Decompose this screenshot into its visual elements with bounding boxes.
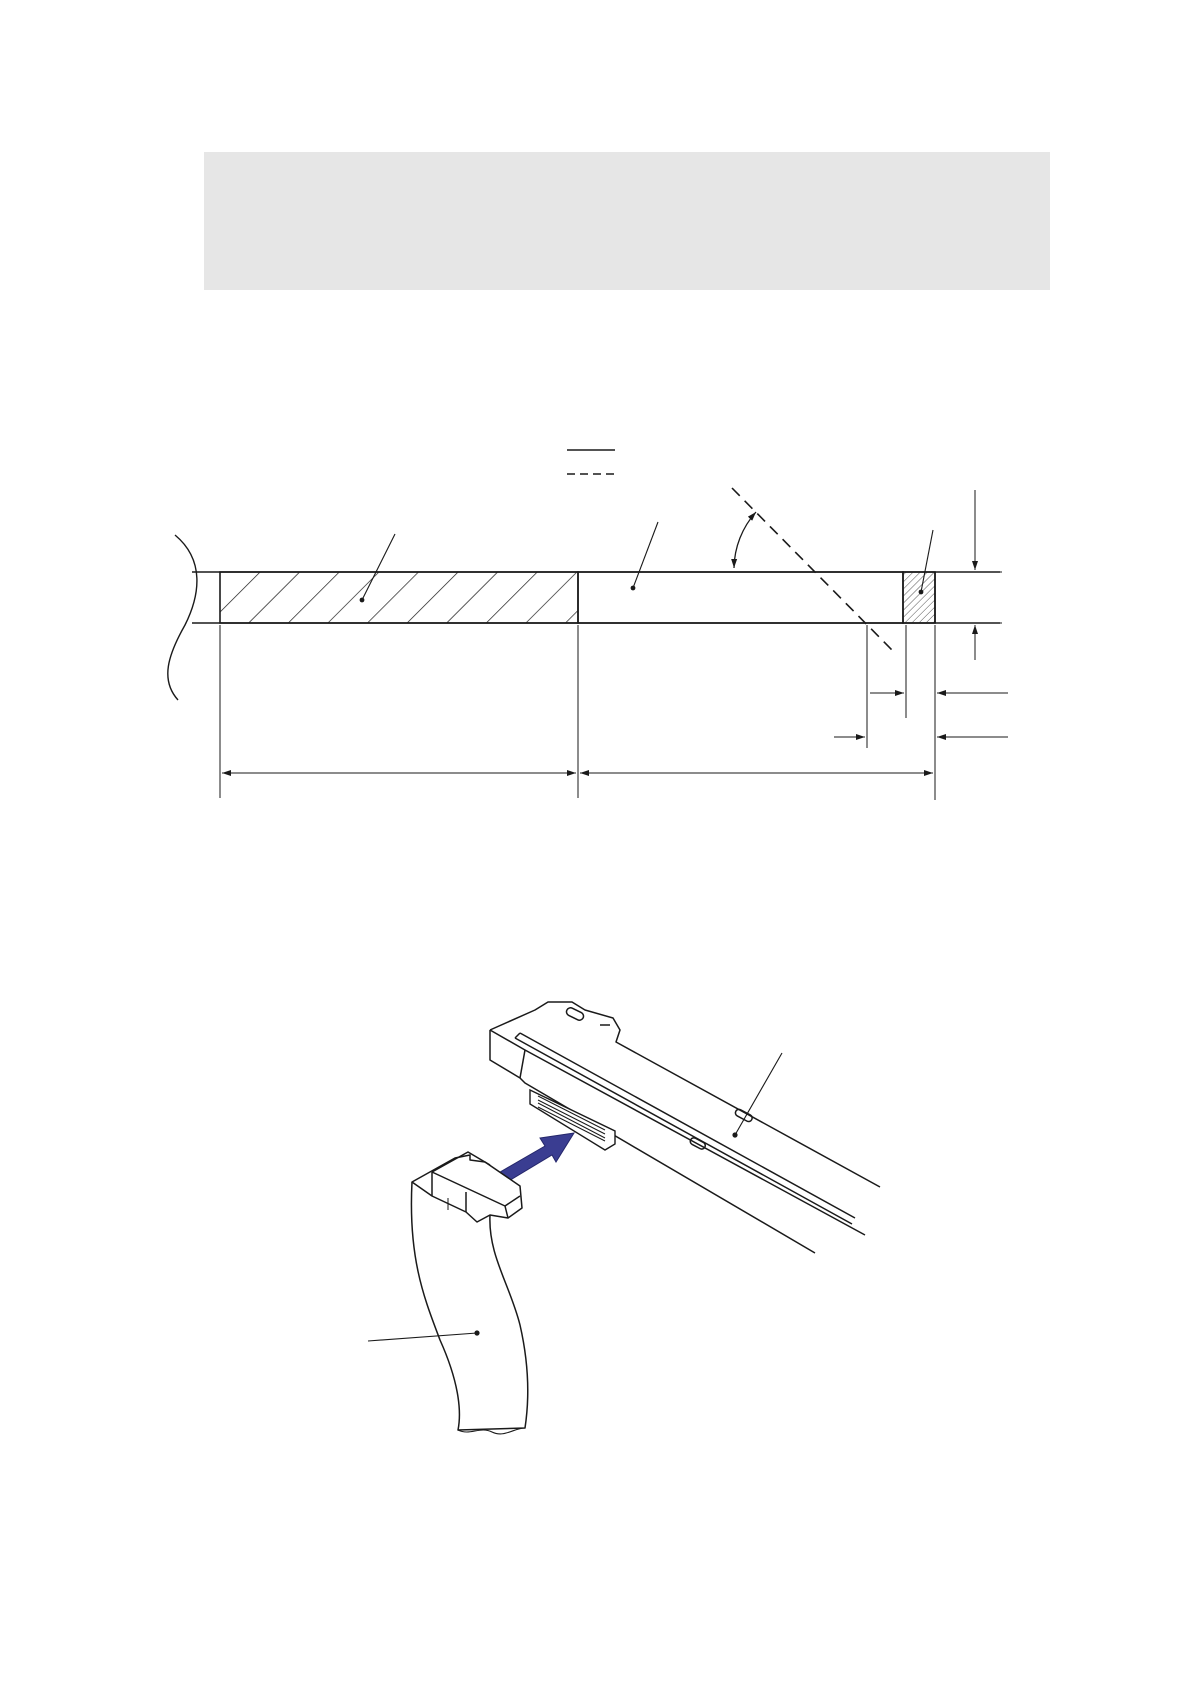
- length-dimensions: [220, 625, 933, 798]
- cable-install-illustration: [330, 990, 910, 1440]
- cable-cut-diagram: [0, 430, 1050, 810]
- tip-dimensions: [834, 625, 1008, 800]
- scanner-bar: [490, 1002, 880, 1253]
- flat-cable: [411, 1152, 527, 1434]
- exposed-section: [578, 572, 903, 623]
- insulated-section: [220, 572, 578, 623]
- angle-arc: [734, 512, 756, 568]
- note-box: [204, 152, 1050, 290]
- cable-strip: [192, 572, 1000, 623]
- thickness-dimension: [940, 490, 1002, 660]
- reinforced-tip: [903, 572, 935, 623]
- diagram-legend: [567, 450, 615, 474]
- break-line: [168, 535, 197, 700]
